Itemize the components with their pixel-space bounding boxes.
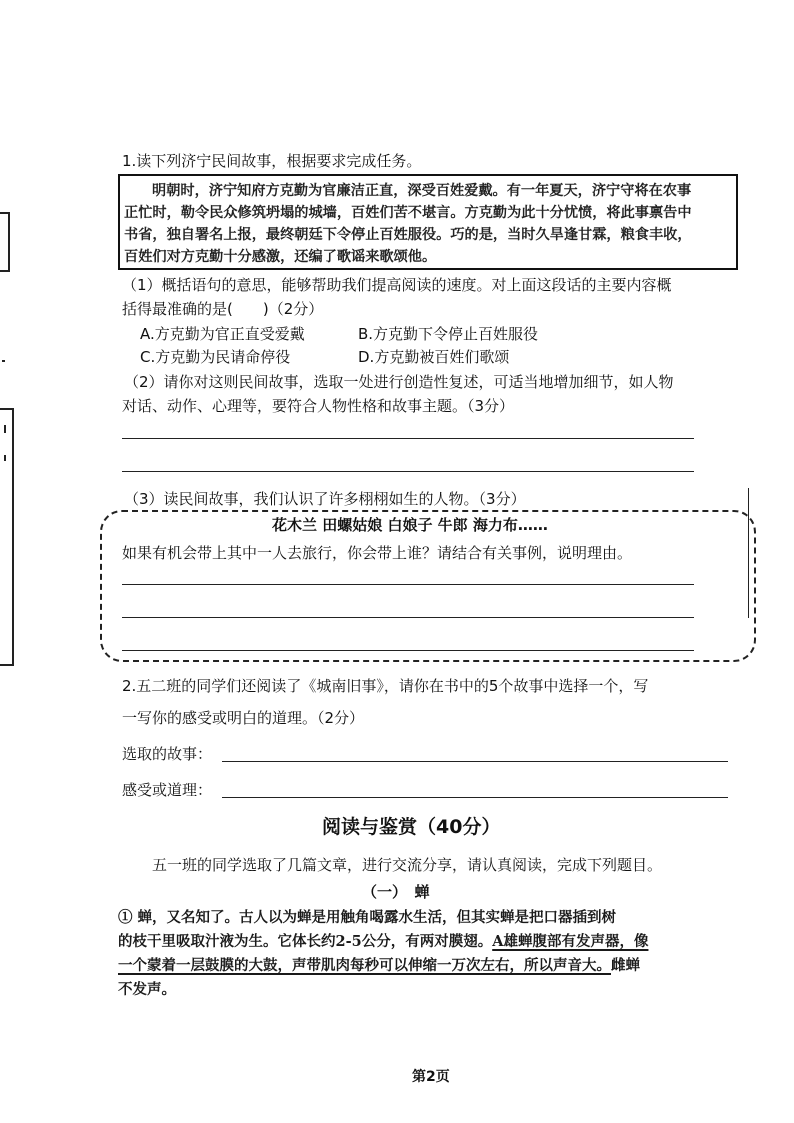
paragraph-1-line-1: ① 蝉，又名知了。古人以为蝉是用触角喝露水生活，但其实蝉是把口器插到树 [118, 909, 617, 926]
answer-line[interactable] [122, 617, 694, 618]
sub-question-2-line-2: 对话、动作、心理等，要符合人物性格和故事主题。（3分） [122, 397, 515, 415]
character-list: 花木兰 田螺姑娘 白娘子 牛郎 海力布…… [272, 516, 548, 534]
story-line-1: 明朝时，济宁知府方克勤为官廉洁正直，深受百姓爱戴。有一年夏天，济宁守将在农事 [152, 183, 692, 199]
question-2-line-1: 2.五二班的同学们还阅读了《城南旧事》，请你在书中的5个故事中选择一个，写 [122, 677, 649, 695]
scan-edge-mark [8, 212, 10, 272]
section-intro: 五一班的同学选取了几篇文章，进行交流分享，请认真阅读，完成下列题目。 [152, 856, 663, 874]
story-line-3: 书省，独自署名上报，最终朝廷下令停止百姓服役。巧的是，当时久旱逢甘霖，粮食丰收， [124, 227, 692, 243]
question-1-title: 1.读下列济宁民间故事，根据要求完成任务。 [122, 152, 422, 170]
story-line-4: 百姓们对方克勤十分感激，还编了歌谣来歌颂他。 [124, 249, 437, 265]
article-title: （一） 蝉 [362, 883, 430, 901]
feeling-label: 感受或道理： [122, 781, 213, 799]
answer-line[interactable] [122, 584, 694, 585]
chosen-story-answer-line[interactable] [222, 761, 728, 762]
answer-line[interactable] [122, 438, 694, 439]
feeling-answer-line[interactable] [222, 797, 728, 798]
page-number: 第2页 [412, 1069, 450, 1085]
question-2-line-2: 一写你的感受或明白的道理。（2分） [122, 709, 365, 727]
travel-question-prompt: 如果有机会带上其中一人去旅行，你会带上谁？请结合有关事例，说明理由。 [122, 544, 633, 562]
scan-edge-mark [4, 425, 6, 433]
option-c[interactable]: C.方克勤为民请命停役 [140, 348, 291, 366]
option-d[interactable]: D.方克勤被百姓们歌颂 [358, 348, 510, 366]
section-title: 阅读与鉴赏（40分） [322, 816, 501, 838]
sub-question-2-line-1: （2）请你对这则民间故事，选取一处进行创造性复述，可适当地增加细节，如人物 [124, 373, 674, 391]
answer-line[interactable] [122, 650, 694, 651]
underlined-sentence-a-cont: 一个蒙着一层鼓膜的大鼓，声带肌肉每秒可以伸缩一万次左右，所以声音大。 [118, 957, 611, 974]
option-b[interactable]: B.方克勤下令停止百姓服役 [358, 325, 539, 343]
option-a[interactable]: A.方克勤为官正直受爱戴 [140, 325, 305, 343]
sub-question-1-line-2: 括得最准确的是( )（2分） [122, 300, 324, 318]
scan-edge-mark [2, 360, 5, 362]
scan-edge-mark [4, 455, 6, 461]
chosen-story-label: 选取的故事： [122, 745, 213, 763]
underlined-sentence-a: A雄蝉腹部有发声器，像 [492, 933, 649, 950]
paragraph-1-line-3 [118, 954, 640, 978]
scan-edge-mark [0, 270, 10, 272]
paragraph-1-line-2 [118, 930, 648, 954]
sub-question-1-line-1: （1）概括语句的意思，能够帮助我们提高阅读的速度。对上面这段话的主要内容概 [122, 276, 672, 294]
scan-edge-mark [12, 408, 14, 666]
paragraph-1-line-4: 不发声。 [118, 981, 176, 998]
scan-edge-mark [0, 664, 14, 666]
paragraph-1-line-2-text: 的枝干里吸取汁液为生。它体长约2-5公分，有两对膜翅。 [118, 933, 493, 950]
answer-line[interactable] [122, 471, 694, 472]
paragraph-1-line-3-tail: 雌蝉 [611, 957, 640, 974]
story-line-2: 正忙时，勒令民众修筑坍塌的城墙，百姓们苦不堪言。方克勤为此十分忧愤，将此事禀告中 [124, 205, 692, 221]
sub-question-3-title: （3）读民间故事，我们认识了许多栩栩如生的人物。（3分） [124, 490, 526, 508]
